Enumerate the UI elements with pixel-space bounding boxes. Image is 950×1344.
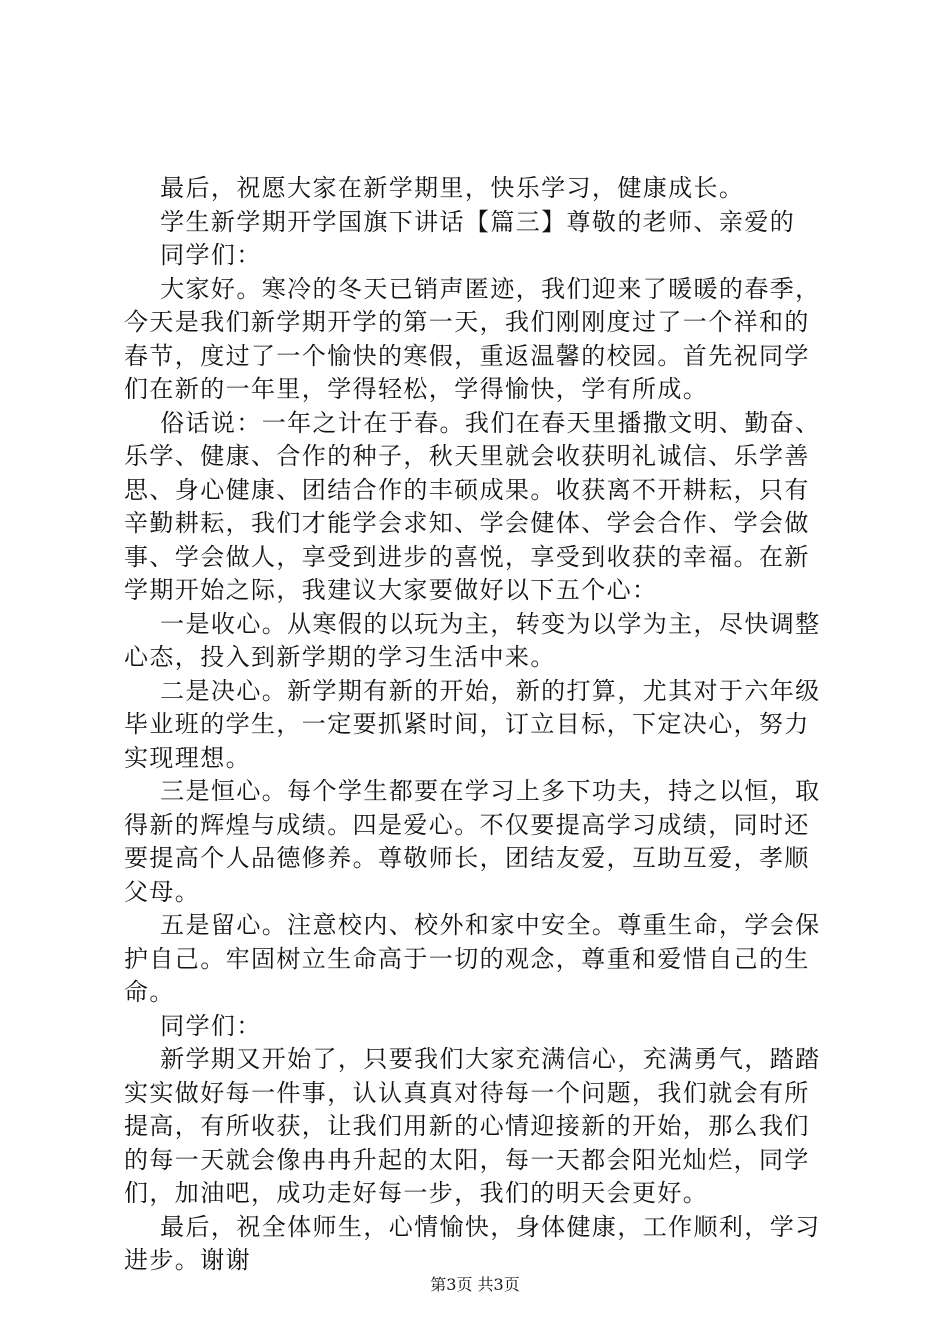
paragraph-point-three-four: 三是恒心。每个学生都要在学习上多下功夫，持之以恒，取得新的辉煌与成绩。四是爱心。不仅要提高学习成绩，同时还要提高个人品德修养。尊敬师长，团结友爱，互助互爱，孝顺父母。 [124,777,821,906]
paragraph-final-thanks: 最后，祝全体师生，心情愉快，身体健康，工作顺利，学习进步。谢谢 [124,1212,821,1274]
paragraph-point-two: 二是决心。新学期有新的开始，新的打算，尤其对于六年级毕业班的学生，一定要抓紧时间，订立目标，下定决心，努力实现理想。 [124,676,821,772]
page-footer [0,1275,950,1295]
paragraph-section-title: 学生新学期开学国旗下讲话【篇三】尊敬的老师、亲爱的 [124,207,796,236]
page-number: 第3页 共3页 [430,1275,520,1294]
paragraph-point-one: 一是收心。从寒假的以玩为主，转变为以学为主，尽快调整心态，投入到新学期的学习生活中来。 [124,609,821,671]
paragraph-address: 同学们： [124,1011,262,1040]
paragraph-greeting: 大家好。寒冷的冬天已销声匿迹，我们迎来了暖暖的春季，今天是我们新学期开学的第一天，我们刚刚度过了一个祥和的春节，度过了一个愉快的寒假，重返温馨的校园。首先祝同学们在新的一年里，学得轻松，学得愉快，学有所成。 [124,274,821,403]
document-body [124,172,834,1278]
paragraph-point-five: 五是留心。注意校内、校外和家中安全。尊重生命，学会保护自己。牢固树立生命高于一切的观念，尊重和爱惜自己的生命。 [124,911,821,1006]
paragraph-encouragement: 新学期又开始了，只要我们大家充满信心，充满勇气，踏踏实实做好每一件事，认认真真对待每一个问题，我们就会有所提高，有所收获，让我们用新的心情迎接新的开始，那么我们的每一天就会像冉冉升起的太阳，每一天都会阳光灿烂，同学们，加油吧，成功走好每一步，我们的明天会更好。 [124,1045,821,1207]
paragraph-salutation: 同学们： [124,241,262,269]
paragraph-proverb: 俗话说：一年之计在于春。我们在春天里播撒文明、勤奋、乐学、健康、合作的种子，秋天里就会收获明礼诚信、乐学善思、身心健康、团结合作的丰硕成果。收获离不开耕耘，只有辛勤耕耘，我们才能学会求知、学会健体、学会合作、学会做事、学会做人，享受到进步的喜悦，享受到收获的幸福。在新学期开始之际，我建议大家要做好以下五个心： [124,408,821,604]
paragraph-closing-wish: 最后，祝愿大家在新学期里，快乐学习，健康成长。 [124,174,745,202]
